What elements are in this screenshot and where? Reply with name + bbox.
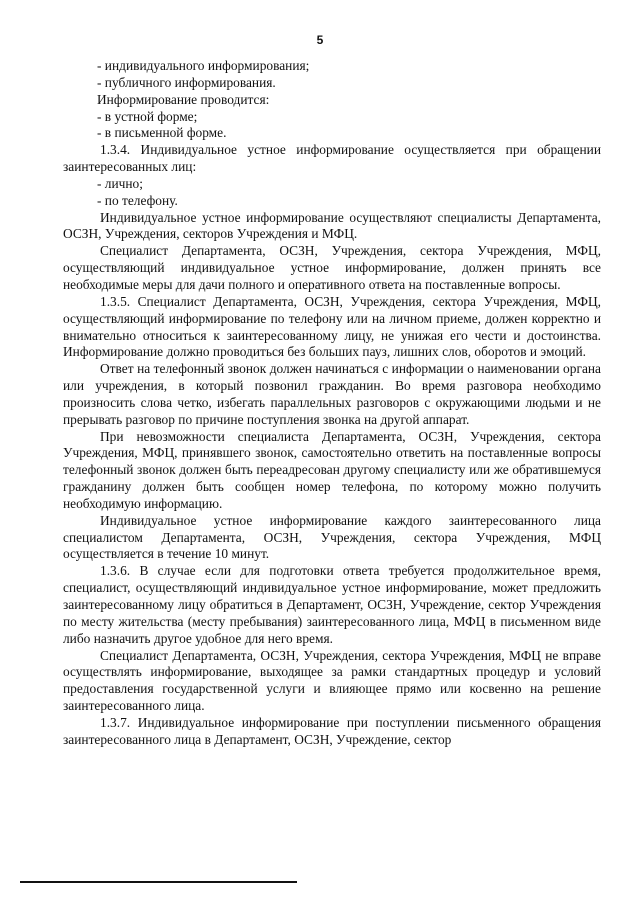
paragraph: При невозможности специалиста Департамента, ОСЗН, Учреждения, сектора Учреждения, МФЦ, принявшего звонок, самостоятельно ответить на поставленные вопросы телефонный звонок должен быть переадресован другому специалисту или же обратившемуся гражданину должен быть сообщен номер телефона, по которому можно получить необходимую информацию. <box>63 428 601 511</box>
paragraph: Ответ на телефонный звонок должен начинаться с информации о наименовании органа или учреждения, в который позвонил гражданин. Во время разговора необходимо произносить слова четко, избегать параллельных разговоров с окружающими людьми и не прерывать разговор по причине поступления звонка на другой аппарат. <box>63 361 601 427</box>
paragraph: - публичного информирования. <box>97 74 276 90</box>
paragraph: 1.3.5. Специалист Департамента, ОСЗН, Учреждения, сектора Учреждения, МФЦ, осуществляющий информирование по телефону или на личном приеме, должен корректно и внимательно относиться к заинтересованному лицу, не унижая его чести и достоинства. Информирование должно проводиться без больших пауз, лишних слов, оборотов и эмоций. <box>63 293 601 360</box>
paragraph: 1.3.7. Индивидуальное информирование при поступлении письменного обращения заинтересованного лица в Департамент, ОСЗН, Учреждение, сектор <box>63 714 601 747</box>
paragraph: - в устной форме; <box>97 108 198 124</box>
paragraph: Информирование проводится: <box>97 91 270 107</box>
paragraph: 1.3.4. Индивидуальное устное информирование осуществляется при обращении заинтересованных лиц: <box>63 142 601 175</box>
document-body <box>63 58 601 749</box>
paragraph: - лично; <box>97 175 143 191</box>
paragraph: Индивидуальное устное информирование осуществляют специалисты Департамента, ОСЗН, Учреждения, секторов Учреждения и МФЦ. <box>63 209 601 242</box>
paragraph: Специалист Департамента, ОСЗН, Учреждения, сектора Учреждения, МФЦ, осуществляющий индивидуальное устное информирование, должен принять все необходимые меры для дачи полного и оперативного ответа на поставленные вопросы. <box>63 243 601 292</box>
page-number: 5 <box>316 33 324 47</box>
paragraph: - в письменной форме. <box>97 125 227 141</box>
paragraph: Специалист Департамента, ОСЗН, Учреждения, сектора Учреждения, МФЦ не вправе осуществлять информирование, выходящее за рамки стандартных процедур и условий предоставления государственной услуги и влияющее прямо или косвенно на решение заинтересованного лица. <box>63 647 601 714</box>
paragraph: - индивидуального информирования; <box>97 58 310 73</box>
paragraph: 1.3.6. В случае если для подготовки ответа требуется продолжительное время, специалист, осуществляющий индивидуальное устное информирование, может предложить заинтересованному лицу обратиться в Департамент, ОСЗН, Учреждение, сектор Учреждения по месту жительства (месту пребывания) заинтересованного лица, МФЦ в письменном виде либо назначить другое удобное для него время. <box>63 563 601 646</box>
paragraph: - по телефону. <box>97 192 178 208</box>
paragraph: Индивидуальное устное информирование каждого заинтересованного лица специалистом Департамента, ОСЗН, Учреждения, сектора Учреждения, МФЦ осуществляется в течение 10 минут. <box>63 512 601 562</box>
footer-rule <box>20 881 297 883</box>
